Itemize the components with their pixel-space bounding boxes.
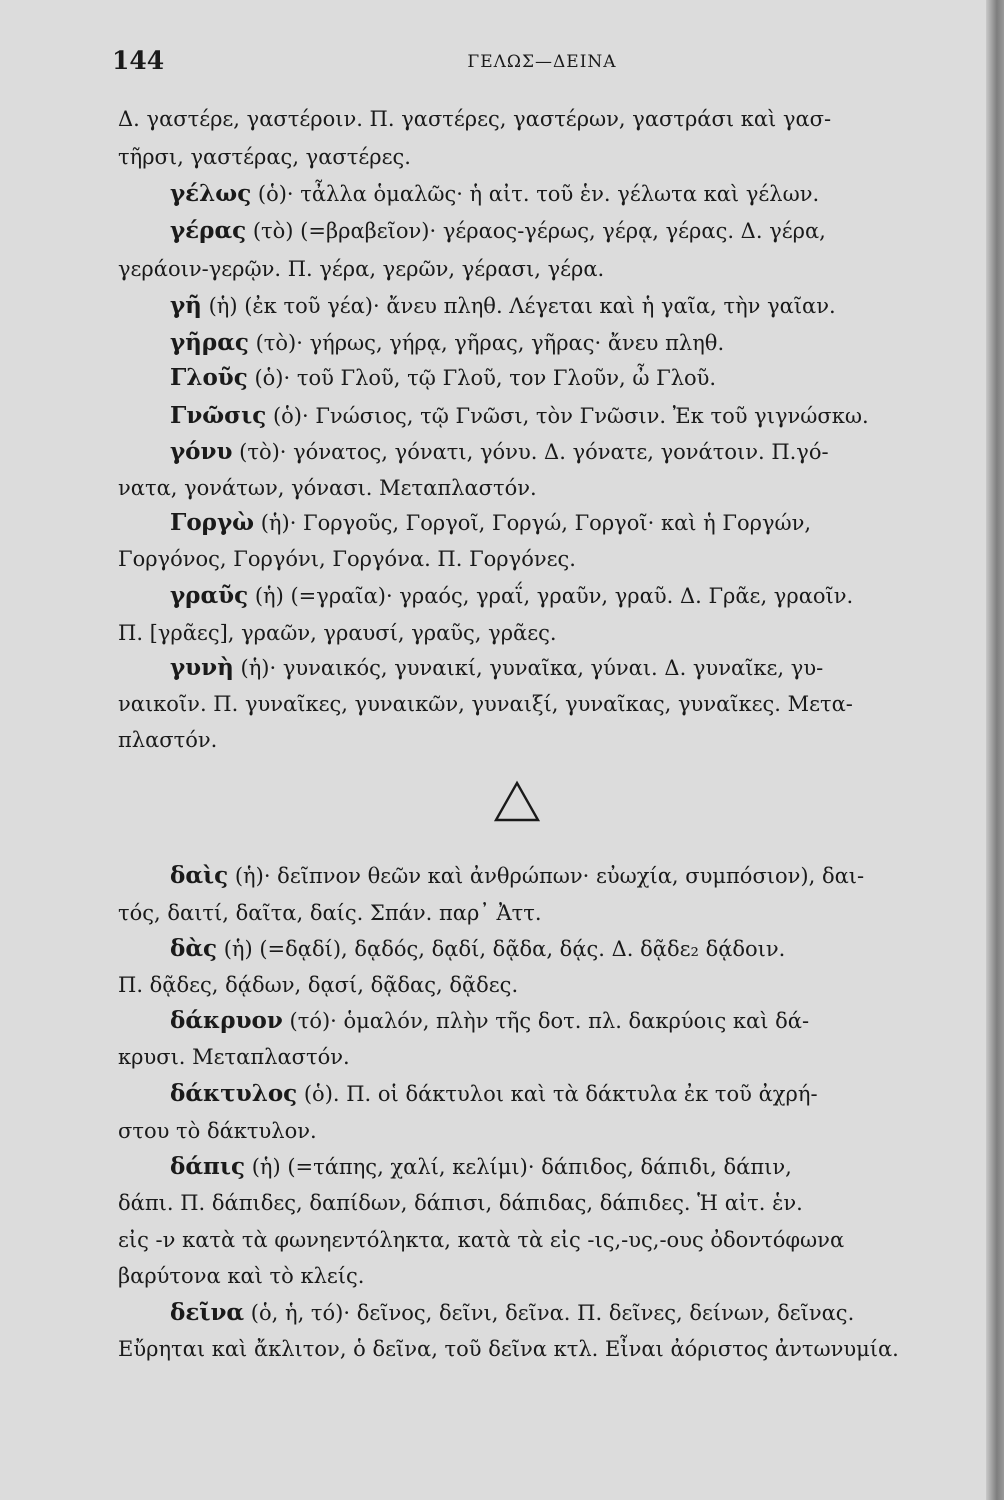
headword: γέλως — [170, 180, 252, 207]
entry-text: εἰς -ν κατὰ τὰ φωνηεντόληκτα, κατὰ τὰ εἰς -ις,-υς,-ους ὀδοντόφωνα — [118, 1228, 845, 1252]
headword: Γλοῦς — [170, 364, 248, 391]
entry-text: κρυσι. Μεταπλαστόν. — [118, 1045, 350, 1069]
text-line — [118, 253, 604, 285]
page-number: 144 — [112, 46, 165, 75]
entry-text: (τό)· ὁμαλόν, πλὴν τῆς δοτ. πλ. δακρύοις καὶ δά- — [282, 1009, 810, 1033]
entry-text: (ὁ). Π. οἱ δάκτυλοι καὶ τὰ δάκτυλα ἐκ τοῦ ἀχρή- — [297, 1082, 818, 1106]
entry-text: (ὁ, ἡ, τό)· δεῖνος, δεῖνι, δεῖνα. Π. δεῖνες, δείνων, δεῖνας. — [244, 1301, 855, 1325]
text-line — [118, 1187, 803, 1219]
headword: δάπις — [170, 1153, 246, 1180]
entry-text: τῆρσι, γαστέρας, γαστέρες. — [118, 145, 411, 169]
entry-text: (ἡ) (=τάπης, χαλί, κελίμι)· δάπιδος, δάπιδι, δάπιν, — [245, 1155, 792, 1179]
running-head: ΓΕΛΩΣ—ΔΕΙΝΑ — [467, 52, 617, 72]
text-line — [118, 472, 537, 504]
text-line — [170, 1078, 818, 1110]
entry-text: δάπι. Π. δάπιδες, δαπίδων, δάπισι, δάπιδας, δάπιδες. Ἡ αἰτ. ἑν. — [118, 1191, 803, 1215]
page-edge-shadow — [986, 0, 1004, 1500]
text-line — [118, 1260, 364, 1292]
text-line — [170, 933, 785, 965]
text-line — [170, 860, 864, 892]
entry-text: (ἡ)· γυναικός, γυναικί, γυναῖκα, γύναι. Δ. γυναῖκε, γυ- — [233, 656, 824, 680]
text-line — [118, 543, 576, 575]
headword: γέρας — [170, 217, 247, 244]
entry-text: (ὁ)· τἆλλα ὁμαλῶς· ἡ αἰτ. τοῦ ἑν. γέλωτα καὶ γέλων. — [251, 182, 820, 206]
entry-text: Π. δᾷδες, δᾴδων, δᾳσί, δᾷδας, δᾷδες. — [118, 973, 519, 997]
text-line — [118, 1333, 899, 1365]
entry-text: στου τὸ δάκτυλον. — [118, 1119, 317, 1143]
text-line — [118, 103, 831, 135]
entry-text: ναικοῖν. Π. γυναῖκες, γυναικῶν, γυναιξί, γυναῖκας, γυναῖκες. Μετα- — [118, 692, 853, 716]
entry-text: Εὔρηται καὶ ἄκλιτον, ὁ δεῖνα, τοῦ δεῖνα κτλ. Εἶναι ἀόριστος ἀντωνυμία. — [118, 1337, 899, 1361]
text-line — [170, 215, 826, 247]
entry-text: (ὁ)· τοῦ Γλοῦ, τῷ Γλοῦ, τον Γλοῦν, ὦ Γλοῦ. — [247, 366, 717, 390]
text-line — [170, 178, 819, 210]
entry-text: Π. [γρᾶες], γραῶν, γραυσί, γραῦς, γρᾶες. — [118, 621, 557, 645]
entry-text: (ἡ) (=γραῖα)· γραός, γραΐ, γραῦν, γραῦ. Δ. Γρᾶε, γραοῖν. — [248, 584, 854, 608]
text-line — [118, 141, 411, 173]
text-line — [118, 1041, 350, 1073]
text-line — [170, 652, 823, 684]
entry-text: (ὁ)· Γνώσιος, τῷ Γνῶσι, τὸν Γνῶσιν. Ἐκ τοῦ γιγνώσκω. — [266, 404, 869, 428]
page-header — [112, 46, 912, 86]
entry-text: (ἡ)· Γοργοῦς, Γοργοῖ, Γοργώ, Γοργοῖ· καὶ ἡ Γοργών, — [254, 511, 812, 535]
entry-text: (ἡ)· δεῖπνον θεῶν καὶ ἀνθρώπων· εὐωχία, συμπόσιον), δαι- — [228, 864, 865, 888]
entry-text: Δ. γαστέρε, γαστέροιν. Π. γαστέρες, γαστέρων, γαστράσι καὶ γασ- — [118, 107, 832, 131]
headword: δεῖνα — [170, 1299, 245, 1326]
entry-text: Γοργόνος, Γοργόνι, Γοργόνα. Π. Γοργόνες. — [118, 547, 576, 571]
headword: δαὶς — [170, 862, 229, 889]
text-line — [118, 1115, 317, 1147]
delta-glyph-icon — [492, 778, 542, 826]
headword: γραῦς — [170, 582, 249, 609]
text-line — [118, 969, 518, 1001]
text-line — [170, 327, 724, 359]
headword: δάκτυλος — [170, 1080, 298, 1107]
text-line — [170, 1151, 792, 1183]
headword: γυνὴ — [170, 654, 234, 681]
text-line — [170, 1297, 854, 1329]
entry-text: (τὸ) (=βραβεῖον)· γέραος-γέρως, γέρᾳ, γέρας. Δ. γέρα, — [246, 219, 826, 243]
entry-text: νατα, γονάτων, γόνασι. Μεταπλαστόν. — [118, 476, 537, 500]
headword: δὰς — [170, 935, 218, 962]
text-line — [170, 400, 869, 432]
text-line — [170, 507, 811, 539]
entry-text: βαρύτονα καὶ τὸ κλείς. — [118, 1264, 365, 1288]
headword: Γνῶσις — [170, 402, 267, 429]
entry-text: (τὸ)· γήρως, γήρᾳ, γῆρας, γῆρας· ἄνευ πληθ. — [248, 331, 725, 355]
headword: γῆρας — [170, 329, 249, 356]
text-line — [118, 617, 557, 649]
text-line — [118, 897, 542, 929]
section-letter-delta — [492, 778, 542, 830]
headword: γῆ — [170, 292, 202, 319]
entry-text: (ἡ) (ἐκ τοῦ γέα)· ἄνευ πληθ. Λέγεται καὶ ἡ γαῖα, τὴν γαῖαν. — [201, 294, 836, 318]
headword: γόνυ — [170, 438, 233, 465]
text-line — [118, 1224, 844, 1256]
entry-text: γεράοιν-γερῷν. Π. γέρα, γερῶν, γέρασι, γέρα. — [118, 257, 605, 281]
entry-text: τός, δαιτί, δαῖτα, δαίς. Σπάν. παρ᾽ Ἀττ. — [118, 901, 542, 925]
text-line — [118, 724, 217, 756]
entry-text: πλαστόν. — [118, 728, 218, 752]
entry-text: (τὸ)· γόνατος, γόνατι, γόνυ. Δ. γόνατε, γονάτοιν. Π.γό- — [232, 440, 829, 464]
text-line — [170, 580, 853, 612]
text-line — [170, 436, 829, 468]
text-line — [118, 688, 853, 720]
headword: Γοργὼ — [170, 509, 255, 536]
text-line — [170, 290, 836, 322]
text-line — [170, 362, 716, 394]
headword: δάκρυον — [170, 1007, 283, 1034]
text-line — [170, 1005, 809, 1037]
entry-text: (ἡ) (=δᾳδί), δᾳδός, δᾳδί, δᾷδα, δᾴς. Δ. δᾷδε₂ δᾴδοιν. — [217, 937, 786, 961]
